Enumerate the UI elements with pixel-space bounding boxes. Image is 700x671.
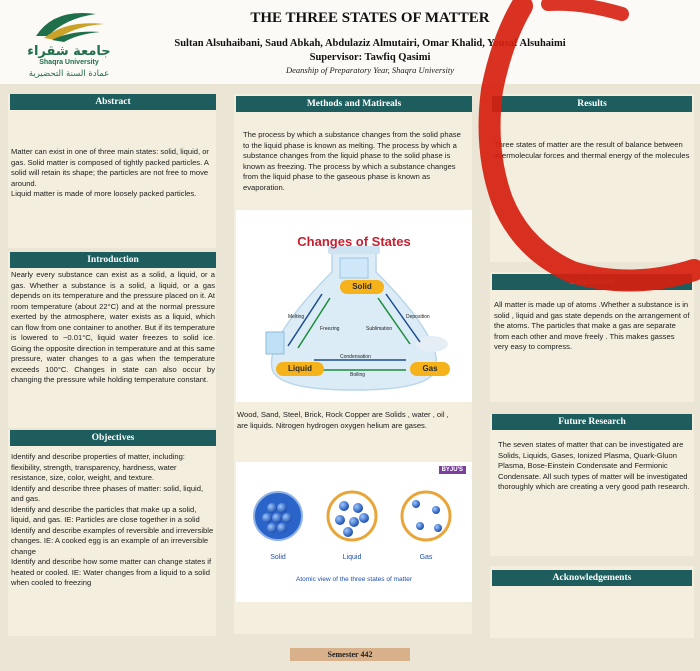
byjus-brand: BYJU'S — [439, 466, 466, 474]
solid-label: Solid — [340, 280, 384, 294]
logo-english-text: Shaqra University — [39, 59, 99, 66]
atom-liquid-label: Liquid — [342, 554, 362, 561]
deposition-label: Deposition — [406, 314, 430, 320]
acknowledgements-heading: Acknowledgements — [492, 570, 692, 586]
semester-label: Semester 442 — [290, 648, 410, 661]
abstract-heading: Abstract — [10, 94, 216, 110]
diagram-title: Changes of States — [297, 234, 411, 249]
university-logo — [14, 6, 124, 80]
logo-subtitle-text: عمادة السنة التحضيرية — [28, 69, 110, 79]
future-research-heading: Future Research — [492, 414, 692, 430]
gas-label: Gas — [410, 362, 450, 376]
poster-title: THE THREE STATES OF MATTER — [250, 10, 490, 26]
atom-gas-label: Gas — [419, 554, 433, 561]
atomic-view-figure — [236, 462, 472, 602]
supervisor: Supervisor: Tawfiq Qasimi — [309, 52, 431, 63]
melting-label: Melting — [288, 314, 305, 320]
condensation-label: Condensation — [340, 354, 371, 360]
objectives-text: Identify and describe properties of matter, including: flexibility, strength, transparency, hardness, water resistance, size, color, weight, and texture. Identify and describe three phases of matter: solid, liquid, and gas. Identify and describe the particles that make up a solid, liquid, and gas. IE: Particles are close together in a solid Identify and describe examples of reversible and irreversible changes. IE: A cooked egg is an example of an irreversible change Identify and describe how some matter can change states if heated or cooled. IE: Water changes from a liquid to a solid when cooled to freezing — [11, 452, 214, 587]
future-research-text: The seven states of matter that can be investigated are Solids, Liquids, Gases, Ionized Plasma, Quark-Gluon Plasma, Bose-Einstein Condensate and Fermionic Condensate. All such types of matter will be investigated thoroughly which are creating a very good path research. — [498, 440, 690, 491]
poster-header — [0, 0, 700, 84]
methods-caption: Wood, Sand, Steel, Brick, Rock Copper are Solids , water , oil , are liquids. Nitrogen hydrogen oxygen helium are gases. — [237, 410, 449, 430]
results-panel — [490, 94, 694, 262]
sublimation-label: Sublimation — [366, 326, 393, 332]
department: Deanship of Preparatory Year, Shaqra University — [286, 65, 454, 75]
conclusion-text: All matter is made up of atoms .Whether a substance is in solid , liquid and gas state depends on the arrangement of the atoms. The particles that make a gas are separate from each other and move freely . This makes gasses very easy to compress. — [494, 300, 690, 351]
results-heading: Results — [492, 96, 692, 112]
authors: Sultan Alsuhaibani, Saud Abkah, Abdulaziz Almutairi, Omar Khalid, Yousaf Alsuhaimi — [174, 38, 566, 49]
introduction-heading: Introduction — [10, 252, 216, 268]
boiling-label: Boiling — [350, 372, 366, 378]
methods-text: The process by which a substance changes from the solid phase to the liquid phase is known as melting. The process by which a substance changes from the liquid phase to the solid phase is known as freezing. The process by which a substance changes from the liquid phase to the gaseous phase is known as evaporation. — [243, 130, 461, 192]
methods-heading: Methods and Matireals — [236, 96, 472, 112]
changes-of-states-diagram — [236, 210, 472, 402]
objectives-heading: Objectives — [10, 430, 216, 446]
liquid-label: Liquid — [276, 362, 324, 376]
freezing-label: Freezing — [320, 326, 340, 332]
logo-arabic-text: جامعة شقراء — [27, 44, 111, 59]
abstract-text: Matter can exist in one of three main states: solid, liquid, or gas. Solid matter is composed of tightly packed particles. A solid will retain its shape; the particles are not free to move around. Liquid matter is made of more loosely packed particles. — [11, 147, 209, 198]
atom-solid-label: Solid — [270, 554, 286, 561]
introduction-text: Nearly every substance can exist as a solid, a liquid, or a gas. Whether a substance is a solid, a liquid, or a gas depends on its temperature and the pressure placed on it. At room temperature (about 22°C) and at the normal pressure exerted by the atmosphere, water exists as a liquid, which can flow from one container to another. But if its temperature is lowered to −0.01°C, liquid water freezes to solid ice. Going the opposite direction in temperature and at this same pressure, water changes to a gas when the temperature exceeds 100°C. Changes in state can also occur by changing the pressure while holding temperature constant. — [11, 270, 215, 384]
results-text: Three states of matter are the result of balance between intermolecular forces and thermal energy of the molecules — [494, 140, 690, 160]
conclusion-heading: Conclusion — [492, 274, 692, 290]
atomic-view-caption: Atomic view of the three states of matter — [296, 576, 412, 583]
logo-emblem-icon — [14, 6, 124, 46]
